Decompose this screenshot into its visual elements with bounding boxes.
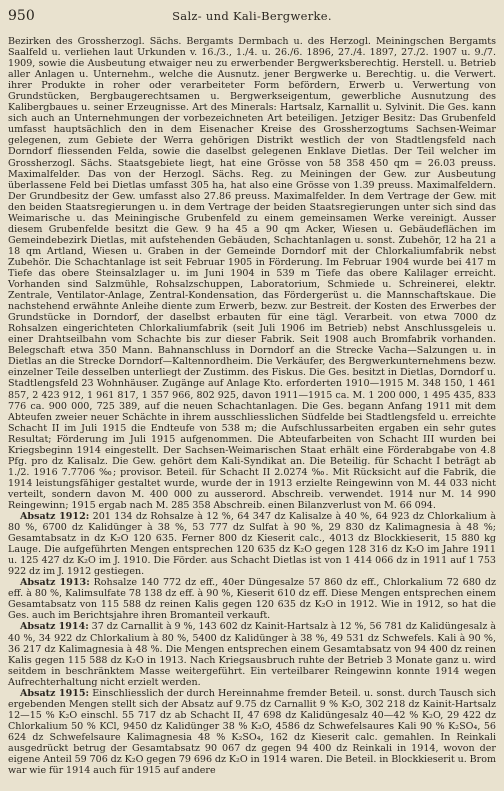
page-number: 950: [8, 8, 35, 24]
paragraph-absatz-1915: [8, 688, 496, 776]
paragraph-text: 37 dz Carnallit à 9 %, 143 602 dz Kainit-Hartsalz à 12 %, 56 781 dz Kalidüngesalz à 40 %, 34 922 dz Chlorkalium à 80 %, 5400 dz Kalidünger à 38 %, 49 531 dz Schwefels. Kali à 90 %, 36 217 dz Kalimagnesia à 48 %. Die Mengen entsprechen einem Gesamtabsatz von 94 400 dz reinen Kalis gegen 115 588 dz K₂O in 1913. Nach Kriegsausbruch ruhte der Betrieb 3 Monate ganz u. wird seitdem in beschränktem Masse weitergeführt. Ein verteilbarer Reingewinn konnte 1914 wegen Aufrechterhaltung nicht erzielt werden.: [8, 621, 496, 688]
paragraph-lead: Absatz 1915:: [20, 687, 90, 699]
paragraph-company-description: [8, 36, 496, 511]
paragraph-text: Bezirken des Grossherzogl. Sächs. Bergamts Dermbach u. des Herzogl. Meiningschen Bergamts Saalfeld u. verliehen laut Urkunden v. 16./3., 1./4. u. 26./6. 1896, 27./4. 1897, 27./2. 1907 u. 9./7. 1909, sowie die Ausbeutung etwaiger neu zu erwerbender Bergwerksberechtig. Herstell. u. Betrieb aller Anlagen u. Unternehm., welche die Ausnutz. jener Bergwerke u. Berechtig. u. die Verwert. ihrer Produkte in roher oder verarbeiteter Form befördern, Erwerb u. Verwertung von Grundstücken, Bergbaugerechtsamen u. Bergwerkseigentum, gewerbliche Ausnutzung des Kalibergbaues u. seiner Erzeugnisse. Art des Minerals: Hartsalz, Karnallit u. Sylvinit. Die Ges. kann sich auch an Unternehmungen der vorbezeichneten Art beteiligen. Jetziger Besitz: Das Grubenfeld umfasst hauptsächlich den in dem Eisenacher Kreise des Grossherzogtums Sachsen-Weimar gelegenen, zum Gebiete der Werra gehörigen Distrikt westlich der von Stadtlengsfeld nach Dorndorf fliessenden Felda, sowie die daselbst gelegenen Enklave Dietlas. Der Teil welcher im Grossherzogl. Sächs. Staatsgebiete liegt, hat eine Grösse von 58 358 450 qm = 26.03 preuss. Maximalfelder. Das von der Herzogl. Sächs. Reg. zu Meiningen der Gew. zur Ausbeutung überlassene Feld bei Dietlas umfasst 305 ha, hat also eine Grösse von 1.39 preuss. Maximalfeldern. Der Grundbesitz der Gew. umfasst also 27.86 preuss. Maximalfelder. In dem Vertrage der Gew. mit den beiden Staatsregierungen u. in dem Vertrage der beiden Staatsregierungen unter sich sind das Weimarische u. das Meiningische Grubenfeld zu einem gemeinsamen Werke vereinigt. Ausser diesem Grubenfelde besitzt die Gew. 9 ha 45 a 90 qm Acker, Wiesen u. Gebäudeflächen im Gemeindebezirk Dietlas, mit aufstehenden Gebäuden, Schachtanlagen u. sonst. Zubehör, 12 ha 21 a 18 qm Artland, Wiesen u. Graben in der Gemeinde Dorndorf mit der Chlorkaliumfabrik nebst Zubehör. Die Schachtanlage ist seit Februar 1905 in Förderung. Im Februar 1904 wurde bei 417 m Tiefe das obere Steinsalzlager u. im Juni 1904 in 539 m Tiefe das obere Kalilager erreicht. Vorhanden sind Salzmühle, Rohsalzschuppen, Laboratorium, Schmiede u. Schreinerei, elektr. Zentrale, Ventilator-Anlage, Zentral-Kondensation, das Fördergerüst u. die Mannschaftskaue. Die nachstehend erwähnte Anleihe diente zum Erwerb, bezw. zur Bestreit. der Kosten des Erwerbes der Grundstücke in Dorndorf, der daselbst erbauten für eine tägl. Verarbeit. von etwa 7000 dz Rohsalzen eingerichteten Chlorkaliumfabrik (seit Juli 1906 im Betrieb) nebst Anschlussgeleis u. einer Drahtseilbahn vom Schachte bis zur dieser Fabrik. Seit 1908 auch Bromfabrik vorhanden. Belegschaft etwa 350 Mann. Bahnanschluss in Dorndorf an die Strecke Vacha—Salzungen u. in Dietlas an die Strecke Dorndorf—Kaltennordheim. Die Verkäufer, des Bergwerkunternehmens bezw. einzelner Teile desselben unterliegt der Zustimm. des Fiskus. Die Ges. besitzt in Dietlas, Dorndorf u. Stadtlengsfeld 23 Wohnhäuser. Zugänge auf Anlage Kto. erforderten 1910—1915 M. 348 150, 1 461 857, 2 423 912, 1 961 817, 1 357 966, 802 925, davon 1911—1915 ca. M. 1 200 000, 1 495 435, 833 776 ca. 900 000, 725 389, auf die neuen Schachtanlagen. Die Ges. begann Anfang 1911 mit dem Abteufen zweier neuer Schächte in ihrem ausschliesslichen Südfelde bei Stadtlengsfeld u. erreichte Schacht II im Juli 1915 die Endteufe von 538 m; die Aufschlussarbeiten ergaben ein sehr gutes Resultat; Förderung im Juli 1915 aufgenommen. Die Abteufarbeiten von Schacht III wurden bei Kriegsbeginn 1914 eingestellt. Der Sachsen-Weimarischen Staat erhält eine Förderabgabe von 4.8 Pfg. pro dz Kalisalz. Die Gew. gehört dem Kali-Syndikat an. Die Beteilig. für Schacht I beträgt ab 1./2. 1916 7.7706 ‰; provisor. Beteil. für Schacht II 2.0274 ‰. Mit Rücksicht auf die Fabrik, die 1914 leistungsfähiger gestaltet wurde, wurde der in 1913 erzielte Reingewinn von M. 44 033 nicht verteilt, sondern davon M. 400 000 zu ausserord. Abschreib. verwendet. 1914 nur M. 14 990 Reingewinn; 1915 ergab nach M. 285 358 Abschreib. einen Bilanzverlust von M. 66 094.: [8, 36, 496, 511]
running-title: Salz- und Kali-Bergwerke.: [172, 9, 332, 23]
paragraph-absatz-1914: [8, 621, 496, 687]
paragraph-lead: Absatz 1914:: [20, 621, 89, 633]
paragraph-text: Rohsalze 140 772 dz eff., 40er Düngesalze 57 860 dz eff., Chlorkalium 72 680 dz eff. à 80 %, Kalimsulfate 78 138 dz eff. à 90 %, Kieserit 610 dz eff. Diese Mengen entsprechen einem Gesamtabsatz von 115 588 dz reinen Kalis gegen 120 635 dz K₂O in 1912. Wie in 1912, so hat die Ges. auch im Berichtsjahre ihren Bromanteil verkauft.: [8, 577, 497, 622]
paragraph-absatz-1913: [8, 577, 496, 621]
paragraph-text: 201 134 dz Rohsalze à 12 %, 64 347 dz Kalisalze à 40 %, 64 923 dz Chlorkalium à 80 %, 6700 dz Kalidünger à 38 %, 53 777 dz Sulfat à 90 %, 29 830 dz Kalimagnesia à 48 %; Gesamtabsatz in dz K₂O 120 635. Ferner 800 dz Kieserit calc., 4013 dz Blockkieserit, 15 880 kg Lauge. Die aufgeführten Mengen entsprechen 120 635 dz K₂O gegen 128 316 dz K₂O im Jahre 1911 u. 125 427 dz K₂O im J. 1910. Die Förder. aus Schacht Dietlas ist von 1 414 066 dz in 1911 auf 1 753 922 dz im J. 1912 gestiegen.: [8, 511, 496, 578]
paragraph-lead: Absatz 1912:: [20, 511, 90, 523]
paragraph-absatz-1912: [8, 511, 496, 577]
page-header: [8, 8, 496, 28]
body-text: [8, 36, 496, 776]
paragraph-text: Einschliesslich der durch Hereinnahme fremder Beteil. u. sonst. durch Tausch sich ergebenden Mengen stellt sich der Absatz auf 9.75 dz Carnallit 9 % K₂O, 302 218 dz Kainit-Hartsalz 12—15 % K₂O einschl. 55 717 dz ab Schacht II, 47 698 dz Kalidüngesalz 40—42 % K₂O, 29 422 dz Chlorkalium 50 % KCl, 9450 dz Kalidünger 38 % K₂O, 4586 dz Schwefelsaures Kali 90 % K₂SO₄, 56 624 dz Schwefelsaure Kalimagnesia 48 % K₂SO₄, 162 dz Kieserit calc. gemahlen. In Reinkali ausgedrückt betrug der Gesamtabsatz 90 067 dz gegen 94 400 dz Reinkali in 1914, wovon der eigene Anteil 59 706 dz K₂O gegen 79 696 dz K₂O in 1914 waren. Die Beteil. in Blockkieserit u. Brom war wie für 1914 auch für 1915 auf andere: [8, 687, 496, 777]
paragraph-lead: Absatz 1913:: [20, 577, 90, 589]
